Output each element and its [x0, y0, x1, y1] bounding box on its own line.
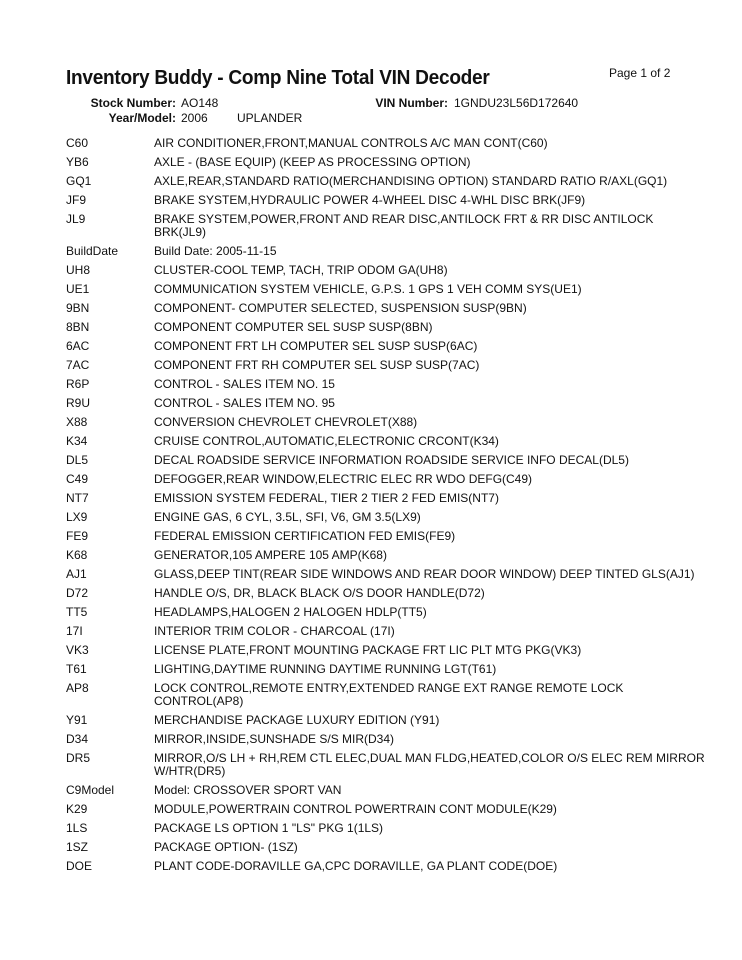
option-code: R6P	[66, 376, 90, 391]
option-code: D34	[66, 731, 89, 746]
option-description: MIRROR,O/S LH + RH,REM CTL ELEC,DUAL MAN FLDG,HEATED,COLOR O/S ELEC REM MIRROR W/HTR(DR5)	[154, 750, 705, 779]
option-description: BRAKE SYSTEM,HYDRAULIC POWER 4-WHEEL DISC 4-WHL DISC BRK(JF9)	[154, 192, 586, 207]
option-code: K34	[66, 433, 88, 448]
option-code: VK3	[66, 642, 89, 657]
option-description: CONVERSION CHEVROLET CHEVROLET(X88)	[154, 414, 418, 429]
vin-number-value: 1GNDU23L56D172640	[454, 96, 579, 110]
option-code: 9BN	[66, 300, 90, 315]
option-description: PACKAGE OPTION- (1SZ)	[154, 839, 298, 854]
option-row	[66, 470, 706, 489]
option-description: CRUISE CONTROL,AUTOMATIC,ELECTRONIC CRCONT(K34)	[154, 433, 499, 448]
option-code: AJ1	[66, 566, 87, 581]
option-row	[66, 318, 706, 337]
option-code: FE9	[66, 528, 89, 543]
option-row	[66, 819, 706, 838]
option-code: R9U	[66, 395, 91, 410]
option-row	[66, 641, 706, 660]
option-row	[66, 527, 706, 546]
option-row	[66, 337, 706, 356]
option-row	[66, 172, 706, 191]
option-code: JL9	[66, 211, 86, 226]
option-description: FEDERAL EMISSION CERTIFICATION FED EMIS(FE9)	[154, 528, 456, 543]
option-row	[66, 451, 706, 470]
option-description: LOCK CONTROL,REMOTE ENTRY,EXTENDED RANGE EXT RANGE REMOTE LOCK CONTROL(AP8)	[154, 680, 624, 708]
option-code: C60	[66, 135, 89, 150]
option-row	[66, 508, 706, 527]
option-code: YB6	[66, 154, 89, 169]
option-row	[66, 660, 706, 679]
option-code: DOE	[66, 858, 93, 873]
option-description: AXLE - (BASE EQUIP) (KEEP AS PROCESSING OPTION)	[154, 154, 471, 169]
document-title: Inventory Buddy - Comp Nine Total VIN Decoder	[66, 66, 490, 89]
option-description: INTERIOR TRIM COLOR - CHARCOAL (17I)	[154, 623, 395, 638]
stock-number-label: Stock Number:	[90, 96, 176, 110]
option-code-list	[66, 134, 706, 876]
option-description: MIRROR,INSIDE,SUNSHADE S/S MIR(D34)	[154, 731, 395, 746]
page-indicator: Page 1 of 2	[609, 66, 671, 80]
option-row	[66, 546, 706, 565]
option-code: LX9	[66, 509, 88, 524]
option-row	[66, 679, 706, 711]
option-description: Build Date: 2005-11-15	[154, 244, 277, 259]
option-code: Y91	[66, 712, 88, 727]
option-description: HANDLE O/S, DR, BLACK BLACK O/S DOOR HANDLE(D72)	[154, 585, 485, 600]
option-description: COMPONENT COMPUTER SEL SUSP SUSP(8BN)	[154, 319, 433, 334]
option-description: Model: CROSSOVER SPORT VAN	[154, 783, 342, 797]
option-row	[66, 356, 706, 375]
option-code: 1SZ	[66, 839, 89, 854]
option-row	[66, 153, 706, 172]
stock-number-value: AO148	[181, 96, 219, 110]
option-row	[66, 261, 706, 280]
option-code: JF9	[66, 192, 87, 207]
year-model-label: Year/Model:	[108, 111, 176, 125]
option-row	[66, 280, 706, 299]
option-code: AP8	[66, 680, 89, 695]
option-description: PLANT CODE-DORAVILLE GA,CPC DORAVILLE, GA PLANT CODE(DOE)	[154, 858, 558, 873]
option-code: BuildDate	[66, 244, 119, 259]
option-description: GLASS,DEEP TINT(REAR SIDE WINDOWS AND REAR DOOR WINDOW) DEEP TINTED GLS(AJ1)	[154, 566, 695, 581]
option-row	[66, 584, 706, 603]
option-code: 8BN	[66, 319, 90, 334]
option-description: COMMUNICATION SYSTEM VEHICLE, G.P.S. 1 GPS 1 VEH COMM SYS(UE1)	[154, 281, 582, 296]
option-code: 7AC	[66, 357, 90, 372]
option-description: MODULE,POWERTRAIN CONTROL POWERTRAIN CONT MODULE(K29)	[154, 801, 557, 816]
option-row	[66, 210, 706, 242]
option-code: T61	[66, 661, 87, 676]
option-row	[66, 134, 706, 153]
option-code: D72	[66, 585, 89, 600]
option-description: LICENSE PLATE,FRONT MOUNTING PACKAGE FRT LIC PLT MTG PKG(VK3)	[154, 642, 582, 657]
option-description: CONTROL - SALES ITEM NO. 95	[154, 395, 335, 410]
option-code: K29	[66, 801, 88, 816]
option-description: CLUSTER-COOL TEMP, TACH, TRIP ODOM GA(UH8)	[154, 263, 448, 277]
option-description: ENGINE GAS, 6 CYL, 3.5L, SFI, V6, GM 3.5(LX9)	[154, 509, 421, 524]
option-row	[66, 781, 706, 800]
option-row	[66, 394, 706, 413]
option-code: DL5	[66, 452, 89, 467]
option-code: GQ1	[66, 173, 92, 188]
vin-number-label: VIN Number:	[375, 96, 448, 110]
option-row	[66, 413, 706, 432]
option-code: NT7	[66, 490, 89, 505]
option-row	[66, 299, 706, 318]
model-value: UPLANDER	[237, 111, 303, 125]
option-description: LIGHTING,DAYTIME RUNNING DAYTIME RUNNING LGT(T61)	[154, 661, 497, 676]
option-code: 1LS	[66, 820, 88, 835]
option-row	[66, 800, 706, 819]
option-code: UH8	[66, 263, 91, 277]
option-code: UE1	[66, 281, 90, 296]
option-description: HEADLAMPS,HALOGEN 2 HALOGEN HDLP(TT5)	[154, 604, 427, 619]
option-description: AXLE,REAR,STANDARD RATIO(MERCHANDISING OPTION) STANDARD RATIO R/AXL(GQ1)	[154, 173, 668, 188]
option-description: CONTROL - SALES ITEM NO. 15	[154, 376, 335, 391]
option-description: AIR CONDITIONER,FRONT,MANUAL CONTROLS A/C MAN CONT(C60)	[154, 135, 548, 150]
option-row	[66, 857, 706, 876]
option-description: GENERATOR,105 AMPERE 105 AMP(K68)	[154, 547, 387, 562]
option-row	[66, 711, 706, 730]
option-row	[66, 432, 706, 451]
option-row	[66, 622, 706, 641]
option-code: C9Model	[66, 783, 115, 797]
option-description: COMPONENT FRT LH COMPUTER SEL SUSP SUSP(6AC)	[154, 338, 478, 353]
option-row	[66, 838, 706, 857]
option-code: TT5	[66, 604, 88, 619]
option-code: K68	[66, 547, 88, 562]
option-description: COMPONENT- COMPUTER SELECTED, SUSPENSION SUSP(9BN)	[154, 300, 527, 315]
option-row	[66, 749, 706, 781]
year-value: 2006	[181, 111, 208, 125]
option-row	[66, 489, 706, 508]
option-row	[66, 565, 706, 584]
option-description: BRAKE SYSTEM,POWER,FRONT AND REAR DISC,ANTILOCK FRT & RR DISC ANTILOCK BRK(JL9)	[154, 211, 654, 240]
option-description: DEFOGGER,REAR WINDOW,ELECTRIC ELEC RR WDO DEFG(C49)	[154, 471, 533, 486]
option-code: 6AC	[66, 338, 90, 353]
option-row	[66, 730, 706, 749]
option-description: MERCHANDISE PACKAGE LUXURY EDITION (Y91)	[154, 712, 440, 727]
option-description: COMPONENT FRT RH COMPUTER SEL SUSP SUSP(7AC)	[154, 357, 480, 372]
option-code: C49	[66, 471, 89, 486]
option-code: 17I	[66, 623, 83, 638]
option-description: PACKAGE LS OPTION 1 "LS" PKG 1(1LS)	[154, 820, 384, 835]
option-row	[66, 603, 706, 622]
option-row	[66, 375, 706, 394]
option-row	[66, 191, 706, 210]
option-description: DECAL ROADSIDE SERVICE INFORMATION ROADSIDE SERVICE INFO DECAL(DL5)	[154, 452, 629, 467]
option-code: X88	[66, 414, 88, 429]
option-description: EMISSION SYSTEM FEDERAL, TIER 2 TIER 2 FED EMIS(NT7)	[154, 490, 499, 505]
option-code: DR5	[66, 750, 91, 765]
option-row	[66, 242, 706, 261]
